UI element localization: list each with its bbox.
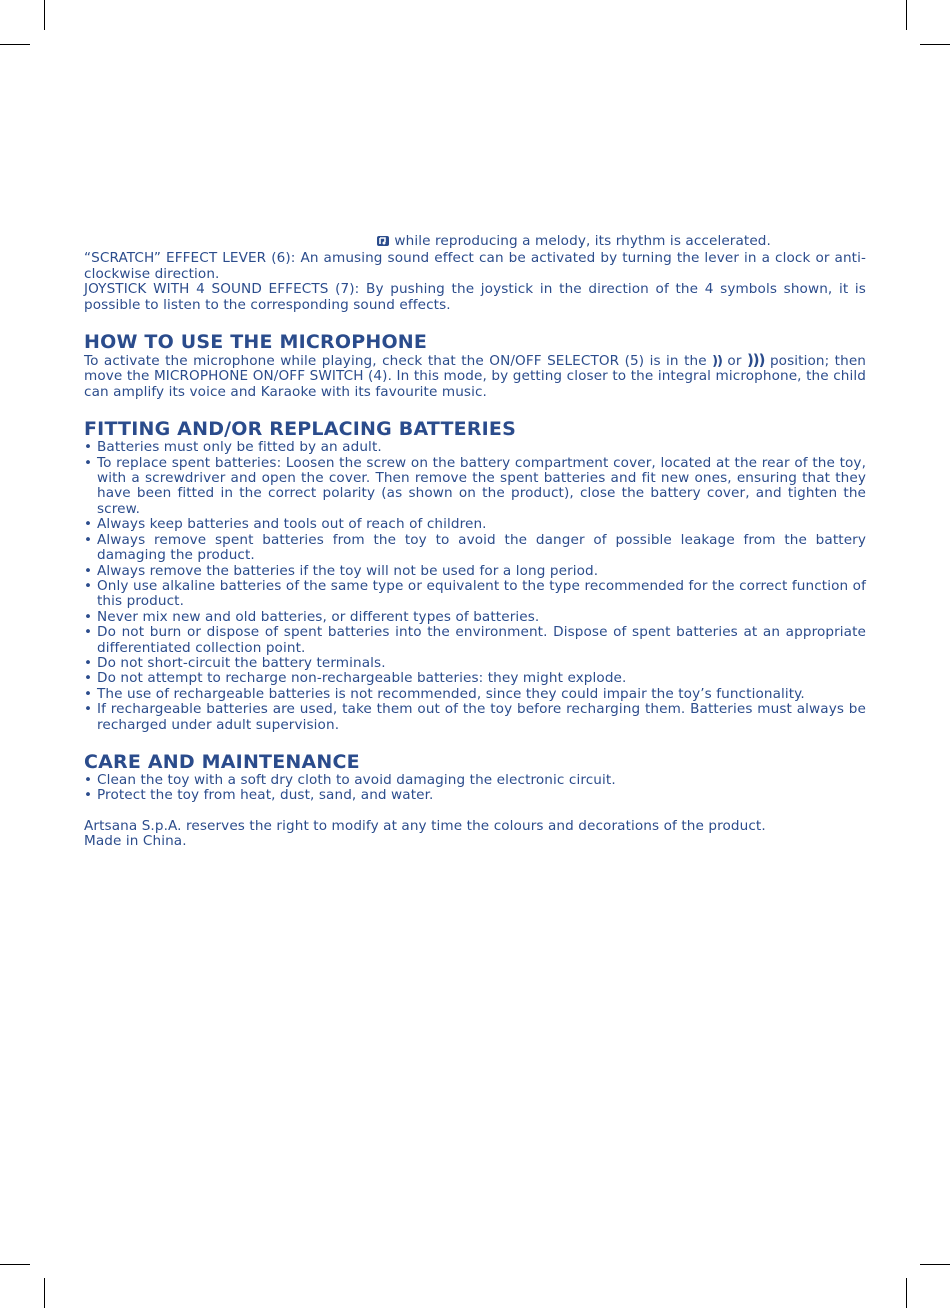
list-item: • To replace spent batteries: Loosen the screw on the battery compartment cover, located at the rear of the toy, with a screwdriver and open the cover. Then remove the spent batteries and fit new ones, ensuring that they have been fitted in the correct polarity (as shown on the product), close the battery cover, and tighten the screw. bbox=[84, 454, 866, 517]
list-item: • Always remove spent batteries from the toy to avoid the danger of possible leakage from the battery damaging the product. bbox=[84, 531, 866, 564]
crop-mark bbox=[0, 1264, 30, 1265]
joystick-paragraph: JOYSTICK WITH 4 SOUND EFFECTS (7): By pushing the joystick in the direction of the 4 symbols shown, it is possible to listen to the corresponding sound effects. bbox=[84, 281, 866, 313]
bullet: • bbox=[84, 624, 93, 641]
rights-notice: Artsana S.p.A. reserves the right to modify at any time the colours and decorations of the product. bbox=[84, 817, 766, 834]
crop-mark bbox=[44, 1278, 45, 1308]
sound-high-icon: ))) bbox=[746, 351, 765, 370]
bullet: • bbox=[84, 439, 93, 456]
bullet: • bbox=[84, 685, 93, 702]
batteries-heading: FITTING AND/OR REPLACING BATTERIES bbox=[84, 418, 516, 441]
bullet: • bbox=[84, 771, 93, 788]
batteries-list bbox=[84, 440, 866, 733]
microphone-heading: HOW TO USE THE MICROPHONE bbox=[84, 331, 428, 354]
list-item: • Clean the toy with a soft dry cloth to avoid damaging the electronic circuit. bbox=[84, 771, 616, 788]
bullet: • bbox=[84, 787, 93, 804]
list-item: • Do not attempt to recharge non-rechargeable batteries: they might explode. bbox=[84, 670, 627, 687]
rhythm-text: while reproducing a melody, its rhythm is accelerated. bbox=[394, 233, 771, 249]
bullet: • bbox=[84, 608, 93, 625]
rhythm-icon bbox=[376, 235, 390, 251]
crop-mark bbox=[920, 44, 950, 45]
list-item: • Only use alkaline batteries of the same type or equivalent to the type recommended for the correct function of this product. bbox=[84, 577, 866, 610]
list-item: • Batteries must only be fitted by an adult. bbox=[84, 439, 382, 456]
bullet: • bbox=[84, 531, 93, 548]
bullet: • bbox=[84, 577, 93, 594]
bullet: • bbox=[84, 670, 93, 687]
made-in: Made in China. bbox=[84, 833, 187, 850]
microphone-paragraph: To activate the microphone while playing, check that the ON/OFF SELECTOR (5) is in the )) or ))) position; then move the MICROPHONE ON/OFF SWITCH (4). In this mode, by getting closer to the integral microphone, the child can amplify its voice and Karaoke with its favourite music. bbox=[84, 351, 867, 400]
crop-mark bbox=[920, 1264, 950, 1265]
crop-mark bbox=[0, 44, 30, 45]
list-item: • Do not short-circuit the battery terminals. bbox=[84, 654, 386, 671]
list-item: • Always remove the batteries if the toy will not be used for a long period. bbox=[84, 562, 599, 579]
scratch-paragraph: “SCRATCH” EFFECT LEVER (6): An amusing sound effect can be activated by turning the lever in a clock or anti-clockwise direction. bbox=[84, 250, 866, 282]
list-item: • The use of rechargeable batteries is not recommended, since they could impair the toy’s functionality. bbox=[84, 685, 805, 702]
sound-low-icon: )) bbox=[712, 354, 722, 370]
bullet: • bbox=[84, 562, 93, 579]
care-heading: CARE AND MAINTENANCE bbox=[84, 750, 360, 773]
crop-mark bbox=[906, 1278, 907, 1308]
crop-mark bbox=[906, 0, 907, 30]
list-item: • Do not burn or dispose of spent batteries into the environment. Dispose of spent batteries at an appropriate differentiated collection point. bbox=[84, 624, 866, 656]
bullet: • bbox=[84, 454, 93, 471]
crop-mark bbox=[44, 0, 45, 30]
list-item: • Always keep batteries and tools out of reach of children. bbox=[84, 516, 487, 533]
care-list bbox=[84, 773, 866, 804]
bullet: • bbox=[84, 516, 93, 533]
rhythm-line bbox=[84, 234, 866, 251]
manual-page bbox=[84, 234, 866, 850]
bullet: • bbox=[84, 701, 93, 718]
list-item: • Protect the toy from heat, dust, sand, and water. bbox=[84, 787, 434, 804]
list-item: • If rechargeable batteries are used, take them out of the toy before recharging them. Batteries must always be recharged under adult supervision. bbox=[84, 701, 866, 733]
list-item: • Never mix new and old batteries, or different types of batteries. bbox=[84, 608, 540, 625]
bullet: • bbox=[84, 654, 93, 671]
